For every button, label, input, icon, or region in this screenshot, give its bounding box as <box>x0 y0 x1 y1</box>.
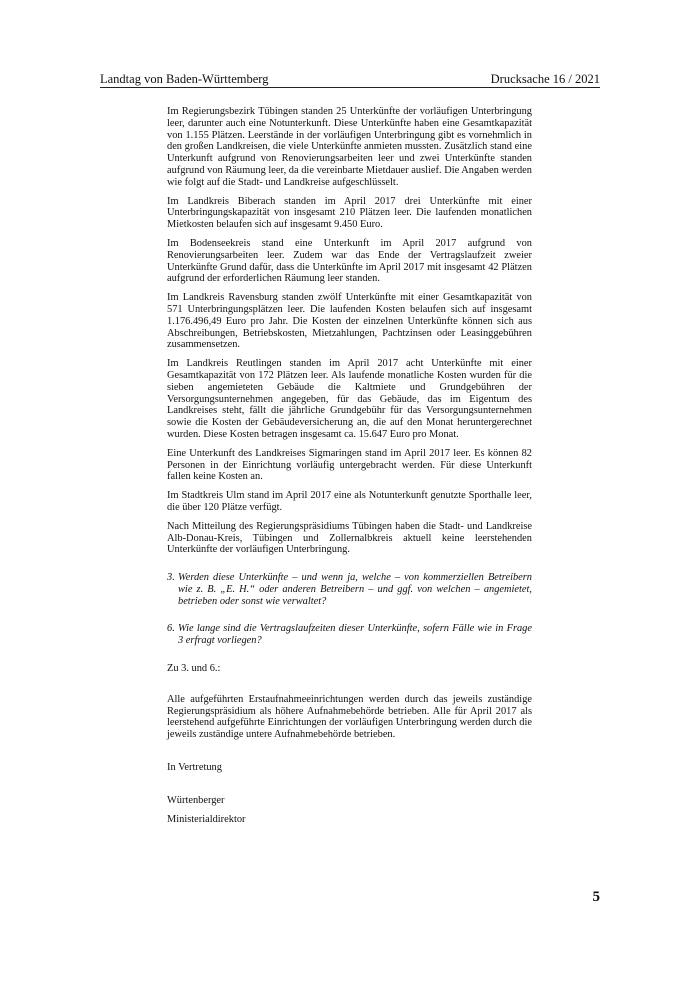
paragraph: Im Bodenseekreis stand eine Unterkunft im April 2017 aufgrund von Renovierungsarbeiten leer. Zudem war das Ende der Vertragslaufzeit zweier Unterkünfte Grund dafür, dass die Unterkünfte im April 2017 mit insgesamt 42 Plätzen aufgrund der erforderlichen Räumung leer standen. <box>167 237 532 285</box>
paragraph: Im Landkreis Biberach standen im April 2017 drei Unterkünfte mit einer Unterbringungskapazität von insgesamt 210 Plätzen leer. Die laufenden monatlichen Mietkosten belaufen sich auf insgesamt 9.450 Euro. <box>167 195 532 231</box>
closing-phrase: In Vertretung <box>167 762 222 774</box>
paragraph: Im Regierungsbezirk Tübingen standen 25 Unterkünfte der vorläufigen Unterbringung leer, darunter auch eine Notunterkunft. Diese Unterkünfte haben eine Gesamtkapazität von 1.155 Plätzen. Leerstände in der vorläufigen Unterbringung gibt es vornehmlich in den großen Landkreisen, die viele Unterkünfte anmieten mussten. Zusätzlich stand eine Unterkunft aufgrund von Renovierungsarbeiten leer und zwei Unterkünfte standen aufgrund von Räumung leer, da die vereinbarte Mietdauer auslief. Die Angaben werden wie folgt auf die Stadt- und Landkreise aufgeschlüsselt. <box>167 106 532 188</box>
question-text: Wie lange sind die Vertragslaufzeiten dieser Unterkünfte, sofern Fälle wie in Frage 3 erfragt vorliegen? <box>178 623 532 647</box>
paragraph: Im Landkreis Reutlingen standen im April 2017 acht Unterkünfte mit einer Gesamtkapazität von 172 Plätzen leer. Als laufende monatliche Kosten wurden für die sieben angemieteten Gebäude die Kaltmiete und Grundgebühren der Versorgungsunternehmen angegeben, für das Gebäude, das im Eigentum des Landkreises steht, fällt die jährliche Grundgebühr für das Versorgungsunternehmen sowie die Kosten der Gebäudeversicherung an, die auf den Monat heruntergerechnet wurden. Diese Kosten betragen insgesamt ca. 15.647 Euro pro Monat. <box>167 358 532 440</box>
document-body <box>167 106 532 832</box>
question-text: Werden diese Unterkünfte – und wenn ja, welche – von kommerziellen Betreibern wie z. B. „E. H.“ oder anderen Betreibern – und ggf. von welchen – angemietet, betrieben oder sonst wie verwaltet? <box>178 572 532 607</box>
answer-label: Zu 3. und 6.: <box>167 663 221 675</box>
header-document-number: Drucksache 16 / 2021 <box>490 72 600 86</box>
paragraph: Im Landkreis Ravensburg standen zwölf Unterkünfte mit einer Gesamtkapazität von 571 Unterbringungsplätzen leer. Die laufenden Kosten belaufen sich auf insgesamt 1.176.496,49 Euro pro Jahr. Die Kosten der einzelnen Unterkünfte können sich aus Abschreibungen, Betriebskosten, Mietzahlungen, Pachtzinsen oder Leasinggebühren zusammensetzen. <box>167 292 532 351</box>
paragraph: Nach Mitteilung des Regierungspräsidiums Tübingen haben die Stadt- und Landkreise Alb-Donau-Kreis, Tübingen und Zollernalbkreis aktuell keine leerstehenden Unterkünfte der vorläufigen Unterbringung. <box>167 520 532 556</box>
paragraph: Eine Unterkunft des Landkreises Sigmaringen stand im April 2017 leer. Es können 82 Personen in der Einrichtung vorläufig untergebracht werden. Für diese Unterkunft fallen keine Kosten an. <box>167 447 532 483</box>
header-parliament-name: Landtag von Baden-Württemberg <box>100 72 269 86</box>
page-header <box>100 71 600 88</box>
question-number: 6. <box>167 623 175 635</box>
question-number: 3. <box>167 572 175 584</box>
page-number: 5 <box>592 889 600 905</box>
signatory-title: Ministerialdirektor <box>167 813 246 825</box>
paragraph: Im Stadtkreis Ulm stand im April 2017 eine als Notunterkunft genutzte Sporthalle leer, die über 120 Plätze verfügt. <box>167 490 532 513</box>
signatory-name: Würtenberger <box>167 794 225 806</box>
question-3 <box>167 572 532 607</box>
answer-text: Alle aufgeführten Erstaufnahmeeinrichtungen werden durch das jeweils zuständige Regierungspräsidium als höhere Aufnahmebehörde betrieben. Alle für April 2017 als leerstehend aufgeführte Einrichtungen der vorläufigen Unterbringung werden durch die jeweils zuständige untere Aufnahmebehörde betrieben. <box>167 693 532 741</box>
question-6 <box>167 623 532 647</box>
